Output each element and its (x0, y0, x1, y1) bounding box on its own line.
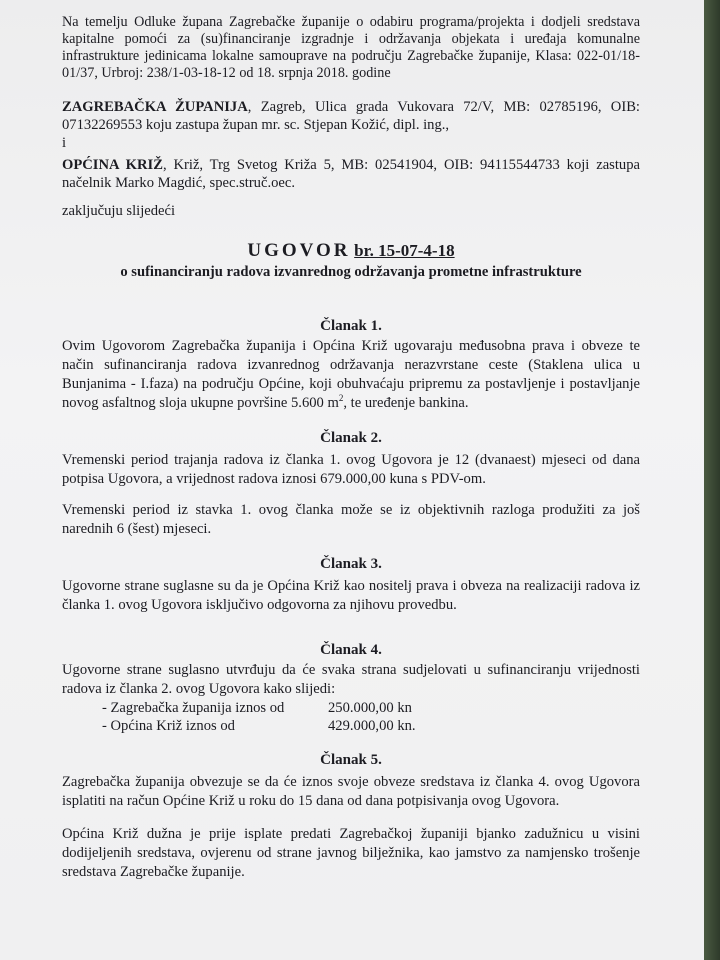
amount-row-zupanija (102, 699, 640, 717)
amount-value: 250.000,00 kn (328, 700, 412, 716)
article-2-p2: Vremenski period iz stavka 1. ovog članka može se iz objektivnih razloga produžiti za još narednih 6 (šest) mjeseci. (62, 502, 640, 537)
article-4-heading: Članak 4. (320, 642, 382, 658)
party2-paragraph (62, 156, 640, 192)
article-1-body: Ovim Ugovorom Zagrebačka županija i Općina Križ ugovaraju međusobna prava i obveze te način sufinanciranja radova izvanrednog održavanja nerazvrstane ceste (Staklena ulica u Bunjanima - I.faza) na području Općine, koji obuhvaćaju pripremu za postavljenje i postavljanje novog asfaltnog sloja ukupne površine 5.600 m (62, 338, 640, 411)
article-3-text: Ugovorne strane suglasne su da je Općina Križ kao nositelj prava i obveza na realizaciji radova iz članka 1. ovog Ugovora isključivo odgovorna za njihovu provedbu. (62, 578, 640, 613)
article-1-sup: 2 (338, 393, 344, 404)
party2-details: , Križ, Trg Svetog Križa 5, MB: 02541904, OIB: 94115544733 koji zastupa načelnik Marko Magdić, spec.struč.oec. (62, 157, 640, 191)
article-2-heading: Članak 2. (320, 430, 382, 446)
amount-label: - Zagrebačka županija iznos od (102, 700, 285, 716)
article-1-tail: , te uređenje bankina. (343, 395, 469, 411)
title-main: UGOVOR (247, 240, 351, 261)
title-subtitle: o sufinanciranju radova izvanrednog održavanja prometne infrastrukture (120, 264, 582, 280)
conjunction: i (62, 135, 67, 151)
document-content (62, 14, 640, 882)
article-5-p1: Zagrebačka županija obvezuje se da će iznos svoje obveze sredstava iz članka 4. ovog Ugovora isplatiti na račun Općine Križ u roku do 15 dana od dana potpisivanja ovog Ugovora. (62, 774, 640, 809)
party1-name: ZAGREBAČKA ŽUPANIJA (62, 99, 248, 115)
title-number: br. 15-07-4-18 (354, 241, 455, 260)
background-edge (704, 0, 720, 960)
party1-paragraph (62, 98, 640, 134)
article-1-heading: Članak 1. (320, 318, 382, 334)
article-5-heading: Članak 5. (320, 752, 382, 768)
article-5-p2: Općina Križ dužna je prije isplate predati Zagrebačkoj županiji bjanko zadužnicu u visini dodijeljenih sredstava, ovjerenu od strane javnog bilježnika, kao jamstvo za namjensko trošenje sredstava Zagrebačke županije. (62, 826, 640, 880)
article-2-p1: Vremenski period trajanja radova iz članka 1. ovog Ugovora je 12 (dvanaest) mjeseci od dana potpisa Ugovora, a vrijednost radova iznosi 679.000,00 kuna s PDV-om. (62, 452, 640, 487)
amount-value: 429.000,00 kn. (328, 718, 416, 734)
article-4-text: Ugovorne strane suglasno utvrđuju da će svaka strana sudjelovati u sufinanciranju vrijednosti radova iz članka 2. ovog Ugovora kako slijedi: (62, 662, 640, 697)
party2-name: OPĆINA KRIŽ (62, 157, 163, 173)
article-3-heading: Članak 3. (320, 556, 382, 572)
amount-row-opcina (102, 717, 640, 735)
article-1-text (62, 337, 640, 413)
amount-label: - Općina Križ iznos od (102, 718, 235, 734)
party1-details: , Zagreb, Ulica grada Vukovara 72/V, MB: 02785196, OIB: 07132269553 koju zastupa župan mr. sc. Stjepan Kožić, dipl. ing., (62, 99, 640, 133)
intro-paragraph: Na temelju Odluke župana Zagrebačke županije o odabiru programa/projekta i dodjeli sredstava kapitalne pomoći za (su)financiranje izgradnje i održavanja objekata i uređaja komunalne infrastrukture jedinicama lokalne samouprave na području Zagrebačke županije, Klasa: 022-01/18-01/37, Urbroj: 238/1-03-18-12 od 18. srpnja 2018. godine (62, 14, 640, 81)
contract-title (62, 242, 640, 281)
conclude-text: zaključuju slijedeći (62, 203, 176, 219)
